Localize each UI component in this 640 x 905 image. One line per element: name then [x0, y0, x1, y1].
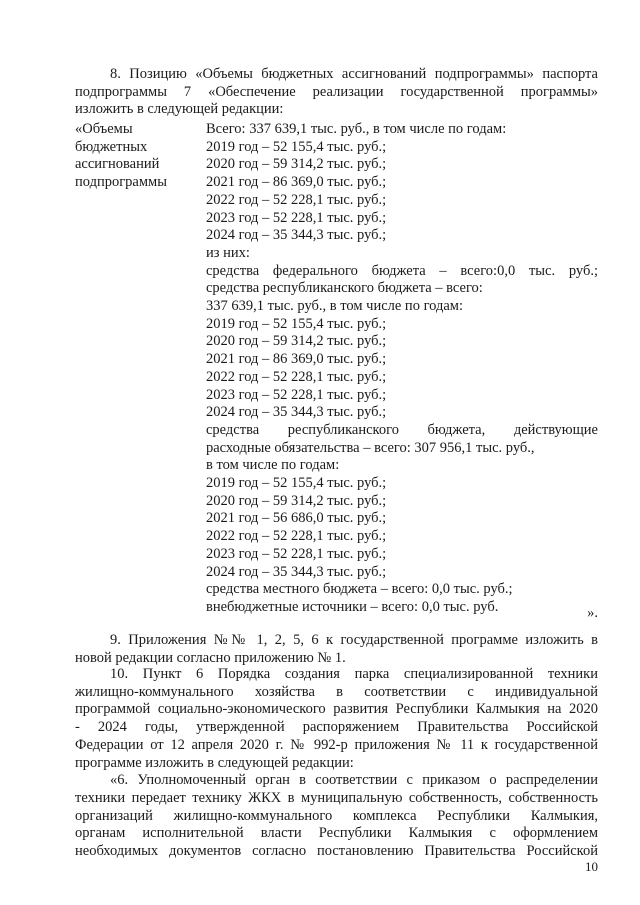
value-line: 2023 год – 52 228,1 тыс. руб.; — [206, 386, 387, 403]
paragraph-line: подпрограммы 7 «Обеспечение реализации государственной программы» — [75, 83, 598, 100]
value-line: 2019 год – 52 155,4 тыс. руб.; — [206, 315, 387, 332]
value-line: 2020 год – 59 314,2 тыс. руб.; — [206, 492, 387, 509]
paragraph-line: жилищно-коммунального хозяйства в соответствии с индивидуальной — [75, 683, 598, 700]
value-line: расходные обязательства – всего: 307 956,1 тыс. руб., — [206, 439, 535, 456]
value-line: 337 639,1 тыс. руб., в том числе по годам: — [206, 298, 464, 315]
value-line: 2022 год – 52 228,1 тыс. руб.; — [206, 191, 387, 208]
paragraph-line: - 2024 годы, утвержденной распоряжением Правительства Российской — [75, 719, 598, 736]
paragraph-line: 8. Позицию «Объемы бюджетных ассигнований подпрограммы» паспорта — [110, 66, 598, 82]
value-line: средства федерального бюджета – всего:0,0 тыс. руб.; — [206, 262, 598, 279]
paragraph-line: 9. Приложения №№ 1, 2, 5, 6 к государственной программе изложить в — [110, 632, 598, 648]
value-line: 2020 год – 59 314,2 тыс. руб.; — [206, 333, 387, 350]
paragraph-line: новой редакции согласно приложению № 1. — [75, 649, 346, 666]
paragraph-line: необходимых документов согласно постановлению Правительства Российской — [75, 843, 598, 860]
page-number: 10 — [585, 859, 598, 874]
label-line: подпрограммы — [75, 174, 167, 191]
closing-quote: ». — [587, 605, 598, 621]
value-line: 2024 год – 35 344,3 тыс. руб.; — [206, 563, 387, 580]
value-line: средства республиканского бюджета, действующие — [206, 421, 598, 438]
value-line: внебюджетные источники – всего: 0,0 тыс. руб. — [206, 598, 499, 615]
value-line: 2024 год – 35 344,3 тыс. руб.; — [206, 227, 387, 244]
paragraph-line: программе изложить в следующей редакции: — [75, 754, 354, 771]
value-line: 2021 год – 56 686,0 тыс. руб.; — [206, 510, 387, 527]
value-line: 2022 год – 52 228,1 тыс. руб.; — [206, 528, 387, 545]
label-line: бюджетных — [75, 138, 148, 155]
value-line: 2023 год – 52 228,1 тыс. руб.; — [206, 545, 387, 562]
passport-values — [206, 121, 598, 617]
label-line: «Объемы — [75, 121, 133, 137]
paragraph-9 — [75, 632, 598, 667]
value-line: 2022 год – 52 228,1 тыс. руб.; — [206, 368, 387, 385]
value-line: 2024 год – 35 344,3 тыс. руб.; — [206, 404, 387, 421]
value-line: 2023 год – 52 228,1 тыс. руб.; — [206, 209, 387, 226]
paragraph-line: изложить в следующей редакции: — [75, 101, 284, 118]
paragraph-10 — [75, 666, 598, 861]
value-line: 2019 год – 52 155,4 тыс. руб.; — [206, 138, 387, 155]
value-line: 2021 год – 86 369,0 тыс. руб.; — [206, 351, 387, 368]
value-line: средства местного бюджета – всего: 0,0 тыс. руб.; — [206, 581, 513, 598]
label-line: ассигнований — [75, 156, 160, 173]
value-line: 2021 год – 86 369,0 тыс. руб.; — [206, 174, 387, 191]
passport-label — [75, 121, 200, 192]
paragraph-line: органам исполнительной власти Республики Калмыкия с оформлением — [75, 825, 598, 842]
value-line: 2019 год – 52 155,4 тыс. руб.; — [206, 475, 387, 492]
paragraph-line: Федерации от 12 апреля 2020 г. № 992-р приложения № 11 к государственной — [75, 736, 598, 753]
paragraph-line: «6. Уполномоченный орган в соответствии с приказом о распределении — [110, 772, 598, 789]
value-line: 2020 год – 59 314,2 тыс. руб.; — [206, 156, 387, 173]
paragraph-line: техники передает технику ЖКХ в муниципальную собственность, собственность — [75, 789, 598, 806]
value-line: Всего: 337 639,1 тыс. руб., в том числе по годам: — [206, 121, 507, 137]
paragraph-line: программой социально-экономического развития Республики Калмыкия на 2020 — [75, 701, 598, 718]
value-line: в том числе по годам: — [206, 457, 340, 474]
paragraph-line: организаций жилищно-коммунального комплекса Республики Калмыкия, — [75, 807, 598, 824]
paragraph-8 — [75, 66, 598, 119]
value-line: из них: — [206, 244, 250, 261]
paragraph-line: 10. Пункт 6 Порядка создания парка специализированной техники — [110, 666, 598, 682]
value-line: средства республиканского бюджета – всего: — [206, 280, 483, 297]
